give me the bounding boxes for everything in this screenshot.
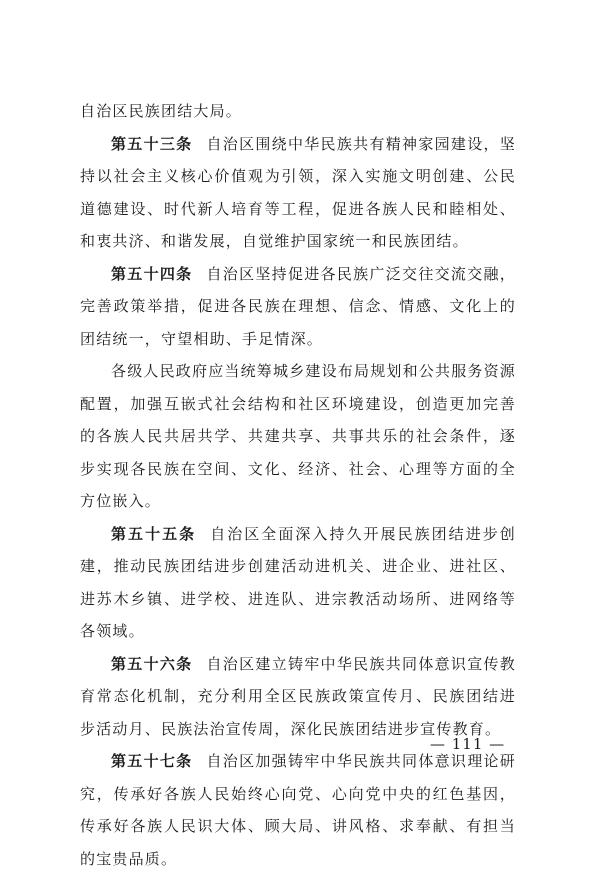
article-56	[80, 648, 516, 746]
article-number: 第五十四条	[111, 264, 193, 283]
article-text: 自治区建立铸牢中华民族共同体意识宣传教育常态化机制，充分利用全区民族政策宣传月、民族团结进步活动月、民族法治宣传周，深化民族团结进步宣传教育。	[80, 654, 516, 738]
article-text: 自治区加强铸牢中华民族共同体意识理论研究，传承好各族人民始终心向党、心向党中央的红色基因，传承好各族人民识大体、顾大局、讲风格、求奉献、有担当的宝贵品质。	[80, 752, 516, 868]
paragraph-continuation	[80, 95, 516, 128]
article-number: 第五十三条	[111, 134, 193, 153]
article-number: 第五十六条	[111, 654, 193, 673]
article-53	[80, 128, 516, 258]
paragraph-text: 自治区民族团结大局。	[80, 102, 243, 120]
page-number: — 111 —	[430, 735, 506, 753]
article-number: 第五十七条	[111, 752, 193, 770]
article-55	[80, 518, 516, 648]
article-text: 自治区坚持促进各民族广泛交往交流交融，完善政策举措，促进各民族在理想、信念、情感、文化上的团结统一，守望相助、手足情深。	[80, 264, 516, 348]
paragraph-plain	[80, 355, 516, 518]
article-54	[80, 258, 516, 356]
document-body	[80, 95, 516, 875]
article-57	[80, 745, 516, 875]
paragraph-text: 各级人民政府应当统筹城乡建设布局规划和公共服务资源配置，加强互嵌式社会结构和社区环境建设，创造更加完善的各族人民共居共学、共建共享、共事共乐的社会条件，逐步实现各民族在空间、文化、经济、社会、心理等方面的全方位嵌入。	[80, 362, 517, 510]
article-text: 自治区围绕中华民族共有精神家园建设，坚持以社会主义核心价值观为引领，深入实施文明创建、公民道德建设、时代新人培育等工程，促进各族人民和睦相处、和衷共济、和谐发展，自觉维护国家统一和民族团结。	[80, 134, 516, 250]
article-text: 自治区全面深入持久开展民族团结进步创建，推动民族团结进步创建活动进机关、进企业、进社区、进苏木乡镇、进学校、进连队、进宗教活动场所、进网络等各领域。	[80, 524, 516, 640]
article-number: 第五十五条	[111, 524, 197, 543]
